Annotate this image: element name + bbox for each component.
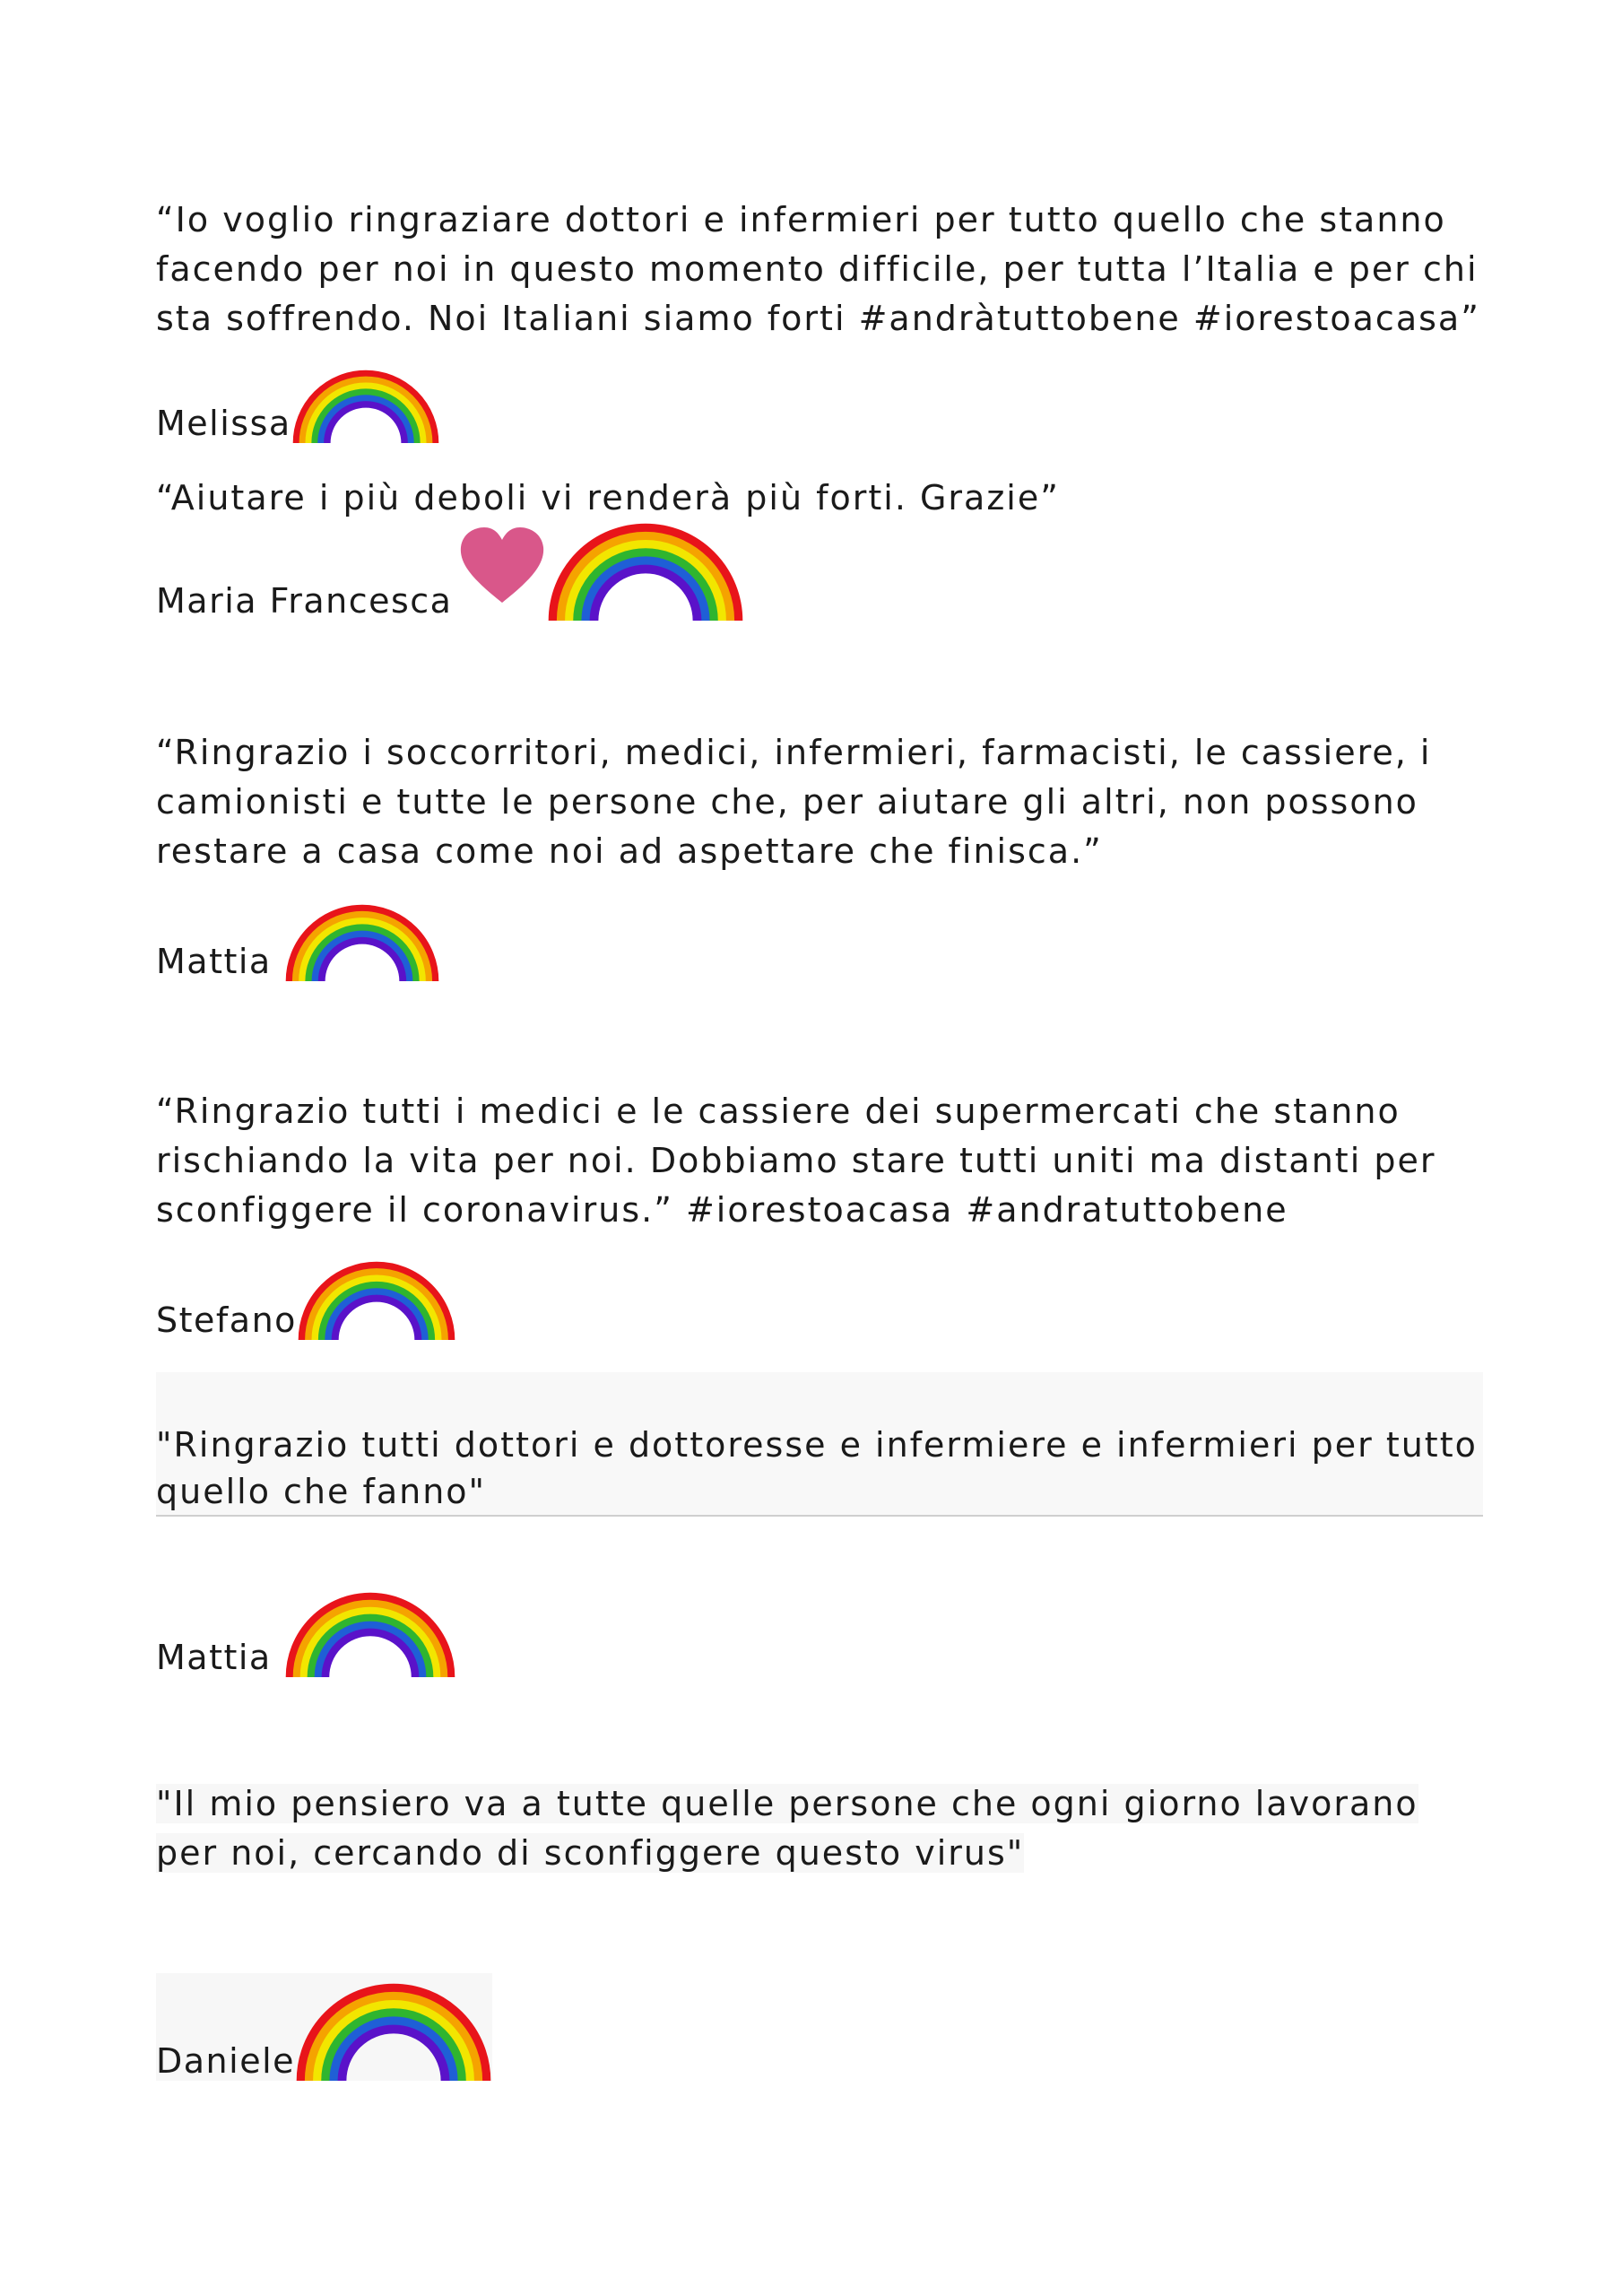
quote-text: “Io voglio ringraziare dottori e infermieri per tutto quello che stanno facendo per noi in questo momento difficile, per tutta l’Italia e per chi sta soffrendo. Noi Italiani siamo forti #andràtuttobene #iorestoacasa”	[156, 200, 1480, 338]
quote-highlight: "Il mio pensiero va a tutte quelle persone che ogni giorno lavorano per noi, cercando di sconfiggere questo virus"	[156, 1784, 1418, 1873]
rainbow-icon	[284, 897, 440, 981]
signature	[156, 1586, 456, 1677]
rainbow-icon	[284, 1586, 456, 1677]
signature	[156, 1973, 492, 2081]
quote-text	[156, 1779, 1483, 1878]
author-name: Stefano	[156, 1300, 297, 1340]
author-name: Mattia	[156, 1638, 272, 1677]
signature	[156, 518, 744, 621]
quote-text: “Ringrazio i soccorritori, medici, infermieri, farmacisti, le cassiere, i camionisti e tutte le persone che, per aiutare gli altri, non possono restare a casa come noi ad aspettare che finisca.”	[156, 733, 1432, 871]
quote-text: “Ringrazio tutti i medici e le cassiere dei supermercati che stanno rischiando la vita per noi. Dobbiamo stare tutti uniti ma distanti per sconfiggere il coronavirus.” #iorestoacasa #andratuttobene	[156, 1091, 1436, 1230]
signature	[156, 362, 440, 443]
author-name: Melissa	[156, 404, 291, 443]
rainbow-icon	[291, 362, 440, 443]
signature	[156, 1254, 456, 1340]
author-name: Mattia	[156, 942, 272, 981]
signature	[156, 897, 440, 981]
heart-icon	[457, 524, 547, 610]
rainbow-icon	[547, 518, 744, 621]
author-name: Daniele	[156, 2041, 296, 2081]
quote-text: "Ringrazio tutti dottori e dottoresse e infermiere e infermieri per tutto quello che fanno"	[156, 1372, 1483, 1517]
rainbow-icon	[295, 1973, 492, 2081]
rainbow-icon	[297, 1254, 456, 1340]
author-name: Maria Francesca	[156, 581, 453, 621]
quote-text: “Aiutare i più deboli vi renderà più forti. Grazie”	[156, 478, 1060, 517]
